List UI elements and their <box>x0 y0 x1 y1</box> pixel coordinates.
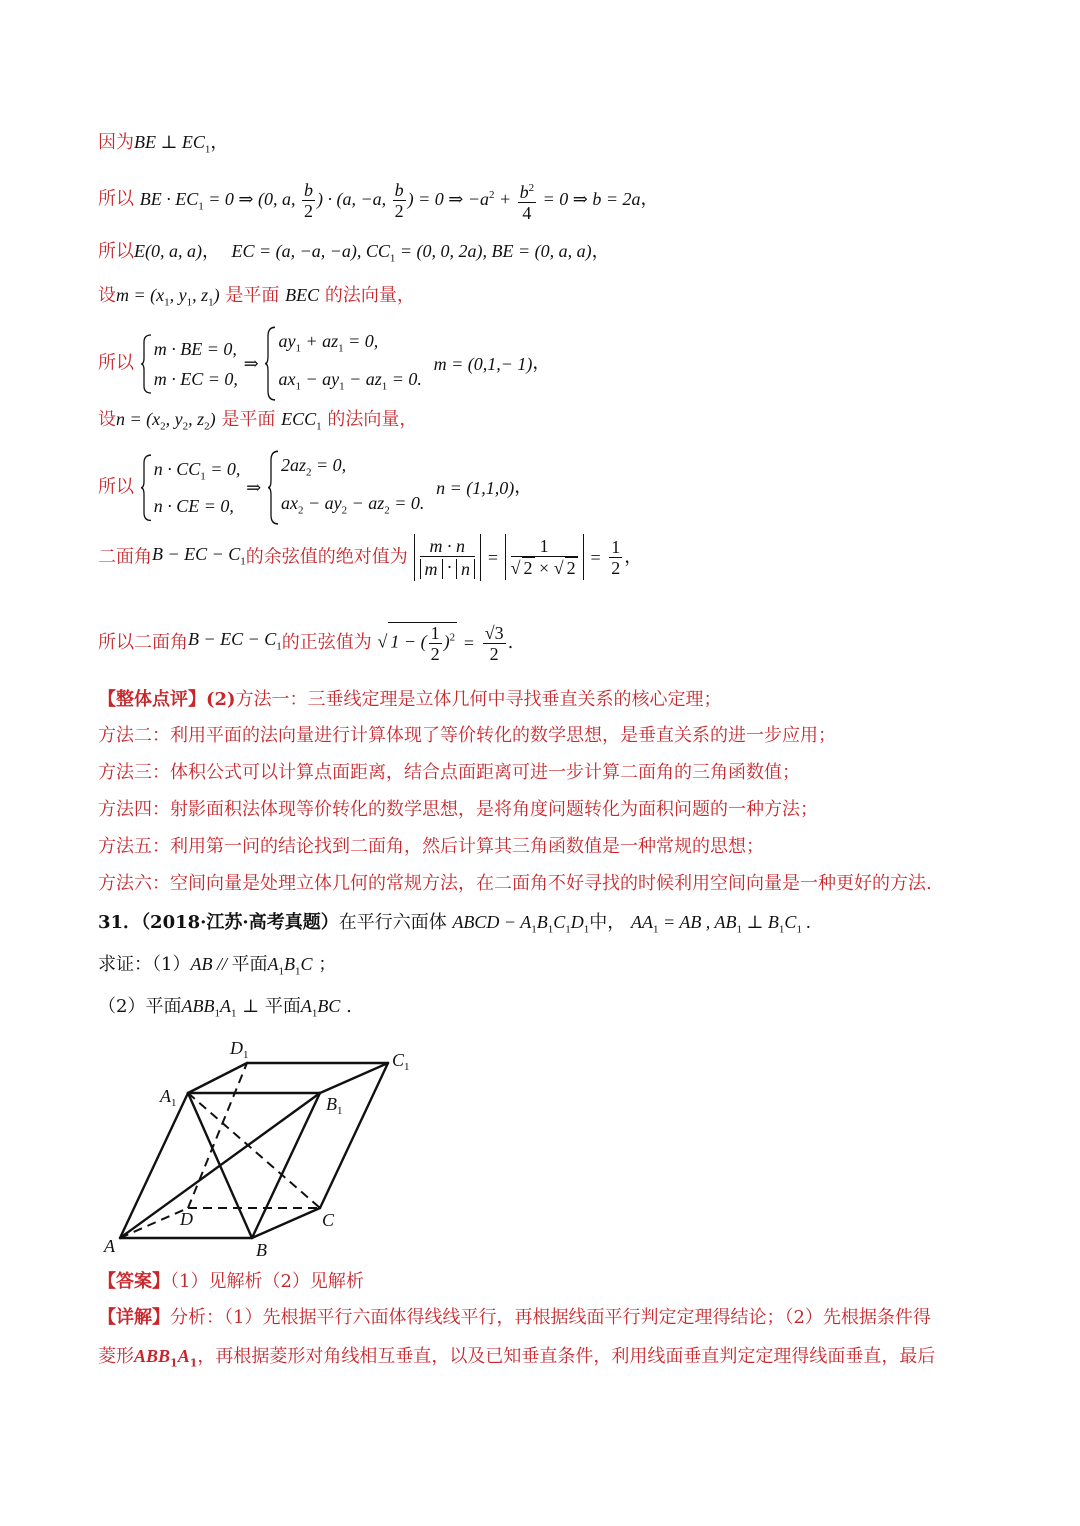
label-d1: $D_1$ <box>230 1038 249 1061</box>
lead-text: 所以 <box>98 241 134 262</box>
review-line-4: 方法四：射影面积法体现等价转化的数学思想，是将角度问题转化为面积问题的一种方法； <box>98 799 818 820</box>
plane-ecc1: $ECC_1$ <box>281 409 322 433</box>
label-c1: $C_1$ <box>392 1050 410 1073</box>
label-b: B <box>256 1240 267 1260</box>
review-line-6: 方法六：空间向量是处理立体几何的常规方法，在二面角不好寻找的时候利用空间向量是一种更好的方法. <box>98 873 932 894</box>
review-line-3: 方法三：体积公式可以计算点面距离，结合点面距离可进一步计算二面角的三角函数值； <box>98 762 800 783</box>
line-system-m: 所以 m · BE = 0, m · EC = 0, ⇒ $ay_1 + az_1 = 0$, $ax_1 - ay_1 - az_1 = 0$. m = (0,1,− 1)， <box>98 326 550 401</box>
line-coordinates: 所以E(0, a, a)， EC = (a, −a, −a), $CC_1 = (0$, 0, 2a), BE = (0, a, a)， <box>98 241 610 265</box>
line-normal-n: 设$n = (x_2$, $y_2$, $z_2$) 是平面 $ECC_1$ 的法向量， <box>98 409 418 433</box>
dihedral-angle: B − EC − $C_1$ <box>152 543 246 568</box>
parallelepiped-figure <box>100 1030 430 1260</box>
line-system-n: 所以 $n \cdot CC_1 = 0$, n · CE = 0, ⇒ $2az_2 = 0$, $ax_2 - ay_2 - az_2 = 0$. n = (1,1,0)， <box>98 450 532 525</box>
line-dot-product: 所以 BE · $EC_1 = 0$ ⇒ (0, a, $\frac{b}{2}$ ) · (a, −a, $\frac{b}{2}$ ) = 0 ⇒ $-a^2$ + $\frac{b^2}{4}$ = 0 ⇒ b = 2a， <box>98 180 659 223</box>
cosine-value-expr: $\frac{1}{√ 2 \times √ 2}$ <box>505 534 584 580</box>
vector-m: $m = (x_1$, $y_1$, $z_1$) <box>116 285 220 309</box>
line-be-perp-ec1: 因为BE ⊥ $EC_1$， <box>98 132 229 156</box>
answer-line: 【答案】（1）见解析（2）见解析 <box>98 1271 364 1292</box>
system-n-2: $2az_2 = 0$, $ax_2 - ay_2 - az_2 = 0$. <box>267 450 424 525</box>
given-conditions: $AA_1$ = AB , $AB_1$ ⊥ $B_1C_1$ . <box>631 912 811 936</box>
dot-product-equation: BE · $EC_1 = 0$ ⇒ (0, a, $\frac{b}{2}$ ) · (a, −a, $\frac{b}{2}$ ) = 0 ⇒ $-a^2$ + $\frac{b^2}{4}$ = 0 ⇒ b = 2a <box>139 180 641 223</box>
detail-line-2: 菱形$ABB_1A_1$，再根据菱形对角线相互垂直，以及已知垂直条件，利用线面垂直判定定理得线面垂直，最后 <box>98 1346 936 1370</box>
problem-31-part1: 求证：（1）AB // 平面$A_1B_1C$ ； <box>98 954 337 978</box>
lead-text: 所以 <box>98 188 134 210</box>
lead-text: 因为 <box>98 132 134 153</box>
sine-expression: √ 1 − ( $\frac{1}{2}$ )$^2$ <box>377 623 456 664</box>
system-n-1: $n \cdot CC_1 = 0$, n · CE = 0, <box>140 454 241 522</box>
problem-31-part2: （2）平面$ABB_1A_1$ ⊥ 平面$A_1BC$ . <box>98 996 352 1020</box>
line-sine: 所以二面角B − EC − $C_1$的正弦值为 √ 1 − ( $\frac{1}{2}$ )$^2$ = $\frac{√3}{2}$ . <box>98 622 514 664</box>
cosine-result: $\frac{1}{2}$ <box>611 536 621 578</box>
system-m-1: m · BE = 0, m · EC = 0, <box>140 334 238 394</box>
line-normal-m: 设$m = (x_1$, $y_1$, $z_1$) 是平面 BEC 的法向量， <box>98 285 415 309</box>
cosine-abs-expr: $\frac{m \cdot n}{m \cdot n}$ <box>414 534 482 581</box>
system-m-2: $ay_1 + az_1 = 0$, $ax_1 - ay_1 - az_1 = 0$. <box>264 326 421 401</box>
problem-31-stem: 31．（2018·江苏·高考真题）在平行六面体 ABCD − $A_1B_1C_1D_1$中， $AA_1$ = AB , $AB_1$ ⊥ $B_1C_1$ . <box>98 912 811 936</box>
prism-name: ABCD − $A_1B_1C_1D_1$ <box>452 912 590 936</box>
point-e: E(0, a, a) <box>134 241 202 261</box>
math-be-perp: BE ⊥ EC <box>134 132 205 152</box>
label-a: A <box>104 1236 115 1256</box>
label-b1: $B_1$ <box>326 1094 343 1117</box>
label-d: D <box>180 1209 193 1229</box>
sine-result: $\frac{√3}{2}$ <box>484 622 504 664</box>
vector-n: $n = (x_2$, $y_2$, $z_2$) <box>116 409 216 433</box>
label-c: C <box>322 1210 335 1230</box>
review-line-5: 方法五：利用第一问的结论找到二面角，然后计算其三角函数值是一种常规的思想； <box>98 836 764 857</box>
review-line-2: 方法二：利用平面的法向量进行计算体现了等价转化的数学思想，是垂直关系的进一步应用； <box>98 725 836 746</box>
label-a1: $A_1$ <box>160 1086 177 1109</box>
line-cosine: 二面角B − EC − $C_1$的余弦值的绝对值为 $\frac{m \cdot n}{m \cdot n}$ = $\frac{1}{√ 2 \times √ 2}$ = $\frac{1}{2}$ ， <box>98 536 643 579</box>
vectors: EC = (a, −a, −a), $CC_1 = (0$, 0, 2a), BE = (0, a, a) <box>231 241 592 265</box>
review-line-1: 【整体点评】(2)方法一：三垂线定理是立体几何中寻找垂直关系的核心定理； <box>98 689 722 710</box>
detail-line-1: 【详解】分析：（1）先根据平行六面体得线线平行，再根据线面平行判定定理得结论；（2）先根据条件得 <box>98 1307 931 1328</box>
